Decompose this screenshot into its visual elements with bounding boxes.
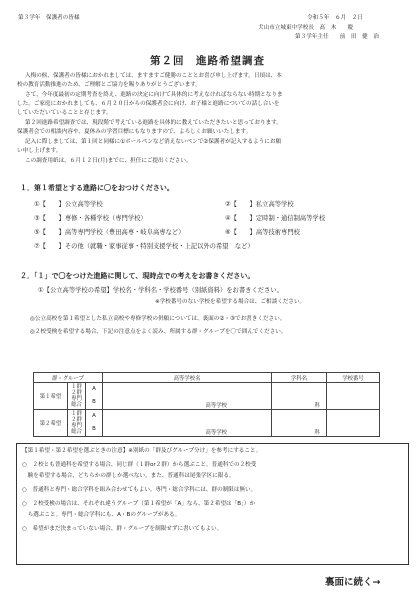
teacher-name: 第３学年主任 前 田 健 治 (295, 34, 379, 40)
section2-q1-note: ※学校番号のない学校を希望する場合は、ご相談ください。 (155, 299, 306, 305)
row-label: 第２希望 (34, 410, 68, 437)
page-title: 第２回 進路希望調査 (150, 55, 265, 67)
continued-on-back: 裏面に続く→ (325, 577, 381, 588)
school-name: 犬山市立城東中学校長 髙 木 慶 (258, 25, 354, 31)
group-choices[interactable]: １群 ２群 専門 総合 (68, 410, 86, 437)
ab-choices[interactable]: A B (86, 383, 103, 410)
section2-q1: ①【公立高等学校の希望】学校名・学科名・学校番号（別紙資料）をお書きください。 (38, 287, 283, 294)
row-label: 第１希望 (34, 383, 68, 410)
intro-line: 校の教育活動推進のため、ご理解とご協力を賜りありがとうございます。 (17, 82, 201, 88)
note-item: ら選ぶこと。専門・総合学科にも、A・Bのグループがある。 (22, 512, 181, 518)
table-row (34, 410, 380, 437)
notes-title: 【第１希望・第２希望を選ぶときの注意】※別紙の「群及びグループ分け」を参考にすること。 (22, 448, 262, 454)
addressee: 第３学年 保護者の皆様 (18, 15, 80, 21)
note-item: 験を希望する場合、どちらかの群しか選べない。また、普通科は尾張学区に限る。 (22, 473, 235, 479)
option-other: ⑦【 】その他（就職・家事従事・特別支援学校・上記以外の希望 など） (34, 243, 254, 250)
group-choices[interactable]: １群 ２群 専門 総合 (68, 383, 86, 410)
intro-line: 第２回進路希望調査では、現段階で考えている進路を具体的に教えていただきたいと思っております。 (25, 120, 282, 126)
col-header-dept: 学科名 (272, 373, 327, 383)
intro-line: した。ご家庭におかれましても、６月２０日からの保護者会に向け、お子様と進路についての話し合いを (17, 101, 280, 107)
intro-line: していただいていることと存じます。 (17, 110, 112, 116)
school-name-field[interactable]: 高等学校 (103, 383, 272, 410)
option-public-high: ①【 】公立高等学校 (34, 201, 103, 208)
intro-deadline: この調査用紙は、６月１２日(月)までに、担任にご提出ください。 (25, 158, 192, 164)
option-technical-college: ⑤【 】高等専門学校（豊田高専・岐阜高専など） (34, 229, 185, 236)
note-item: ○ 希望がまだ決まっていない場合、群・グループを制限せずに書いてもよい。 (22, 526, 223, 532)
col-header-group: 群・グループ (34, 373, 103, 383)
section1-heading: １．第１希望とする進路に〇をおつけください。 (20, 184, 174, 192)
intro-line: 入梅の候、保護者の皆様におかれましては、ますますご健勝のこととお喜び申し上げます。日頃は、本 (25, 73, 282, 79)
ab-choices[interactable]: A B (86, 410, 103, 437)
col-header-school: 高等学校名 (103, 373, 272, 383)
intro-line: 記入に際しましては、第１回と同様に①ボールペンなど消えないペンで②保護者が記入するようにお願 (25, 139, 282, 145)
note-item: ○ 普通科と専門・総合学科を組み合わせてもよい。専門・総合学科には、群の制限は無い。 (22, 487, 257, 493)
school-number-field[interactable] (327, 383, 380, 410)
intro-line: さて、今年度最初の定期考査を終え、進路の決定に向けて具体的に考えなければならない時期となりま (25, 92, 283, 98)
note-item: ○ ２校受検の場合は、それぞれ違うグループ（第１希望が「A」なら、第２希望は「B」）か (22, 501, 256, 507)
table-row (34, 383, 380, 410)
section2-heading: ２．「１」で〇をつけた進路に関して、現時点での考えをお書きください。 (20, 272, 255, 280)
intro-line: い申し上げます。 (17, 148, 62, 154)
section2-two-school-note: ◎２校受検を希望する場合、下記の注意点をよく読み、所属する群・グループを〇で囲んでください。 (30, 329, 287, 335)
school-number-field[interactable] (327, 410, 380, 437)
dept-field[interactable]: 科 (272, 410, 327, 437)
option-vocational: ③【 】専修・各種学校（専門学校） (34, 215, 147, 222)
note-item: ○ ２校とも普通科を希望する場合、同じ群（１群or２群）から選ぶこと。普通科での２校受 (22, 462, 257, 468)
date: 令和５年 ６月 ２日 (307, 15, 363, 21)
option-tech-school: ⑥【 】高等技術専門校 (225, 229, 300, 236)
col-header-number: 学校番号 (327, 373, 380, 383)
option-part-time: ④【 】定時制・通信制高等学校 (225, 215, 326, 222)
intro-line: 保護者会での相談内容や、夏休みの学習目標にもなりますので、よろしくお願いいたします。 (17, 129, 252, 135)
group-table (33, 372, 380, 437)
dept-field[interactable]: 科 (272, 383, 327, 410)
section2-private-note: ◎公立高校を第１希望とした私立高校や専修学校の併願については、裏面の②・③でお書きください。 (30, 316, 286, 322)
option-private-high: ②【 】私立高等学校 (225, 201, 294, 208)
school-name-field[interactable]: 高等学校 (103, 410, 272, 437)
